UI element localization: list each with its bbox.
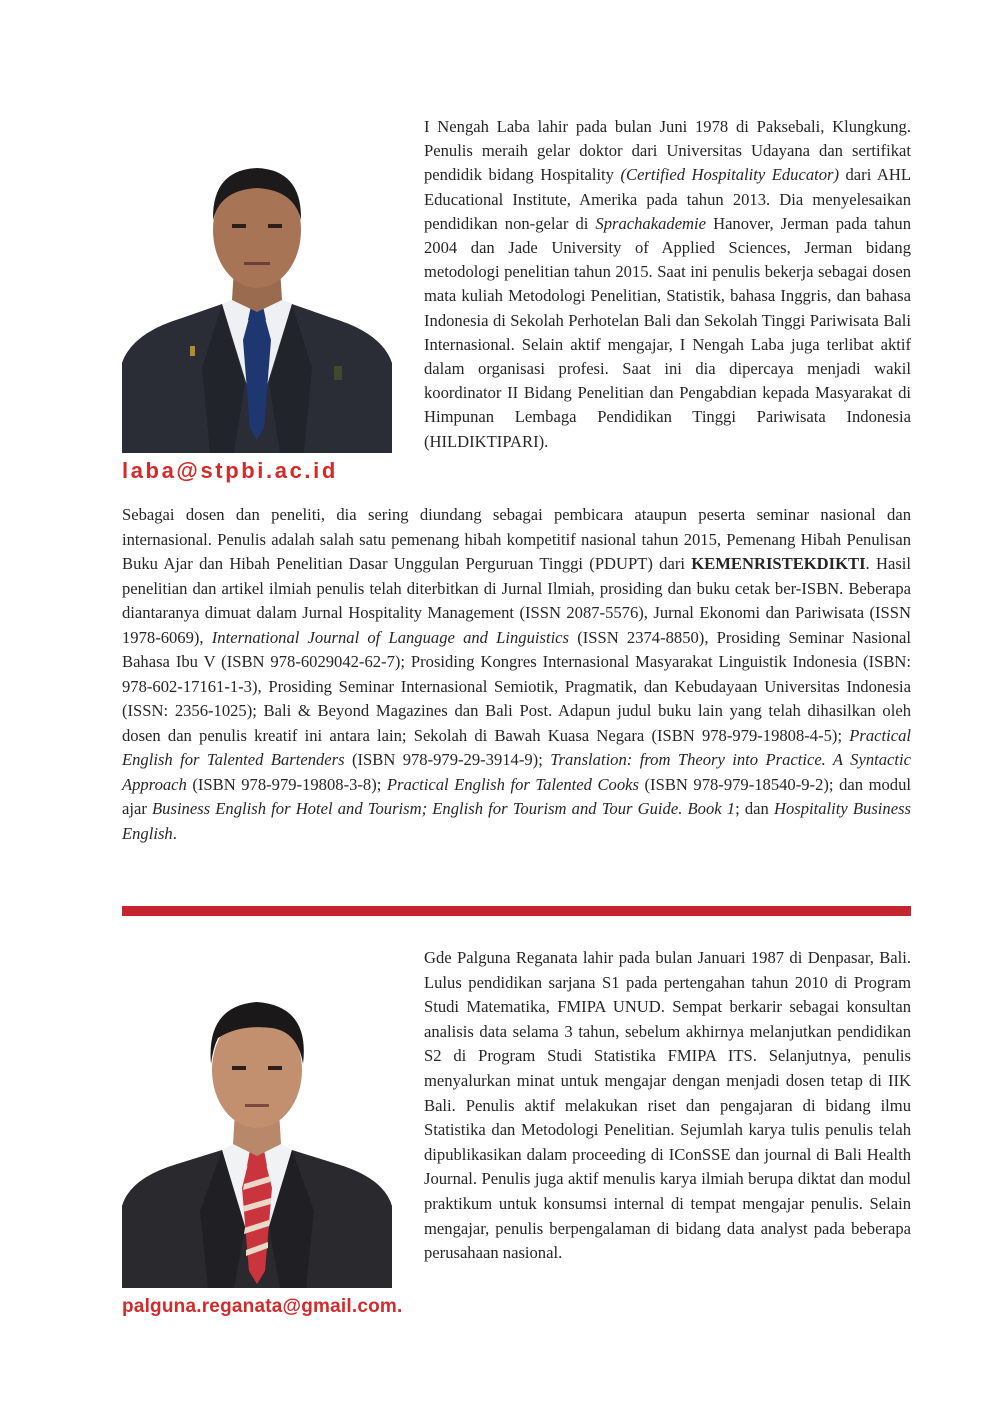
text-run: I Nengah Laba lahir pada bulan Juni 1978 di Paksebali, Klungkung. Penulis meraih gelar doktor dari Universitas Udayana dan sertifikat pendidik bidang Hospitality — [424, 117, 911, 185]
text-run: Business English for Hotel and Tourism; English for Tourism and Tour Guide. Book 1 — [152, 799, 736, 818]
author2-photo — [122, 966, 392, 1288]
text-run: (ISBN 978-979-18540-9-2); dan modul ajar — [122, 774, 911, 818]
section-divider — [122, 906, 911, 916]
author1-bio-intro — [424, 115, 911, 454]
text-run: Hanover, Jerman pada tahun 2004 dan Jade University of Applied Sciences, Jerman bidang metodologi penelitian tahun 2015. Saat ini penulis bekerja sebagai dosen mata kuliah Metodologi Penelitian, Statistik, bahasa Inggris, dan bahasa Indonesia di Sekolah Perhotelan Bali dan Sekolah Tinggi Pariwisata Bali Internasional. Selain aktif mengajar, I Nengah Laba juga terlibat aktif dalam organisasi profesi. Saat ini dia dipercaya menjadi wakil koordinator II Bidang Penelitian dan Pengabdian kepada Masyarakat di Himpunan Lembaga Pendidikan Tinggi Pariwisata Indonesia (HILDIKTIPARI). — [424, 213, 911, 451]
author1-email[interactable]: laba@stpbi.ac.id — [122, 458, 338, 483]
author2-bio — [424, 946, 911, 1266]
text-run: Practical English for Talented Cooks — [386, 774, 639, 794]
text-run: Gde Palguna Reganata lahir pada bulan Januari 1987 di Denpasar, Bali. Lulus pendidikan sarjana S1 pada pertengahan tahun 2010 di Program Studi Matematika, FMIPA UNUD. Sempat berkarir sebagai konsultan analisis data selama 3 tahun, sebelum akhirnya melanjutkan pendidikan S2 di Program Studi Statistika FMIPA ITS. Selanjutnya, penulis menyalurkan minat untuk mengajar dengan menjadi dosen tetap di IIK Bali. Penulis aktif melakukan riset dan pengajaran di bidang ilmu Statistika dan Metodologi Penelitian. Sejumlah karya tulis penulis telah dipublikasikan dalam proceeding di IConSSE dan journal di Bali Health Journal. Penulis juga aktif menulis karya ilmiah berupa diktat dan modul praktikum untuk konsumsi internal di tempat mengajar penulis. Selain mengajar, penulis berpengalaman di bidang data analyst pada beberapa perusahaan nasional. — [424, 948, 911, 1263]
author1-photo — [122, 128, 392, 453]
author1-bio-publications — [122, 503, 911, 846]
text-run: (ISSN 2374-8850), Prosiding Seminar Nasional Bahasa Ibu V (ISBN 978-6029042-62-7); Prosiding Kongres Internasional Masyarakat Linguistik Indonesia (ISBN: 978-602-17161-1-3), Prosiding Seminar Internasional Semiotik, Pragmatik, dan Kebudayaan Universitas Indonesia (ISSN: 2356-1025); Bali & Beyond Magazines dan Bali Post. Adapun judul buku lain yang telah dihasilkan oleh dosen dan penulis kreatif ini antara lain; Sekolah di Bawah Kuasa Negara (ISBN 978-979-19808-4-5); — [122, 627, 911, 745]
text-run: (ISBN 978-979-29-3914-9); — [344, 750, 551, 769]
text-run: . — [172, 823, 177, 843]
text-run: Sprachakademie — [595, 213, 707, 233]
text-run: dari AHL Educational Institute, Amerika pada tahun 2013. Dia menyelesaikan pendidikan non-gelar di — [424, 165, 911, 233]
author2-email[interactable]: palguna.reganata@gmail.com. — [122, 1296, 403, 1317]
text-run: Practical English for Talented Bartenders — [122, 725, 911, 769]
text-run: Hospitality Business English — [122, 799, 911, 843]
text-run: Translation: from Theory into Practice. A Syntactic Approach — [122, 750, 911, 794]
text-run: (Certified Hospitality Educator) — [620, 165, 840, 185]
text-run: ; dan — [735, 799, 774, 818]
text-run: Sebagai dosen dan peneliti, dia sering diundang sebagai pembicara ataupun peserta seminar nasional dan internasional. Penulis adalah salah satu pemenang hibah kompetitif nasional tahun 2015, Pemenang Hibah Penulisan Buku Ajar dan Hibah Penelitian Dasar Unggulan Perguruan Tinggi (PDUPT) dari — [122, 505, 911, 573]
text-run: International Journal of Language and Linguistics — [211, 627, 569, 647]
text-run: . Hasil penelitian dan artikel ilmiah penulis telah diterbitkan di Jurnal Ilmiah, prosiding dan buku cetak ber-ISBN. Beberapa diantaranya dimuat dalam Jurnal Hospitality Management (ISSN 2087-5576), Jurnal Ekonomi dan Pariwisata (ISSN 1978-6069), — [122, 554, 911, 647]
text-run: KEMENRISTEKDIKTI — [691, 554, 866, 573]
text-run: (ISBN 978-979-19808-3-8); — [186, 774, 387, 794]
